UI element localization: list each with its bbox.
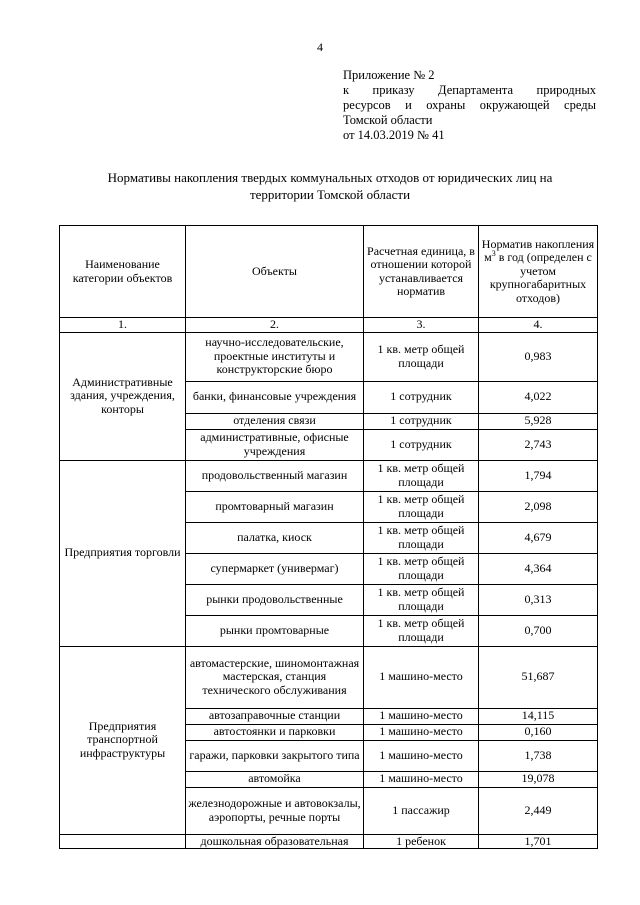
unit-cell: 1 машино-место — [364, 724, 479, 740]
unit-cell: 1 кв. метр общей площади — [364, 553, 479, 584]
column-number: 4. — [479, 318, 598, 333]
unit-cell: 1 ребенок — [364, 834, 479, 849]
object-cell: рынки промтоварные — [186, 615, 364, 646]
object-cell: супермаркет (универмаг) — [186, 553, 364, 584]
unit-cell: 1 сотрудник — [364, 413, 479, 429]
unit-cell: 1 кв. метр общей площади — [364, 615, 479, 646]
table-row — [60, 332, 598, 381]
object-cell: продовольственный магазин — [186, 460, 364, 491]
header-norm-superscript: 3 — [491, 249, 496, 259]
category-cell: Предприятия торговли — [60, 460, 186, 646]
object-cell: отделения связи — [186, 413, 364, 429]
column-numbers-row — [60, 318, 598, 333]
table-row — [60, 834, 598, 849]
appendix-line-3: ресурсов и охраны окружающей среды — [343, 98, 596, 112]
value-cell: 0,160 — [479, 724, 598, 740]
value-cell: 19,078 — [479, 771, 598, 787]
value-cell: 2,449 — [479, 787, 598, 834]
object-cell: автостоянки и парковки — [186, 724, 364, 740]
unit-cell: 1 пассажир — [364, 787, 479, 834]
table-row — [60, 460, 598, 491]
appendix-line-1: Приложение № 2 — [343, 68, 435, 82]
appendix-line-4: Томской области — [343, 113, 433, 127]
header-norm-text-end: в год (определен с учетом крупногабаритных отходов) — [489, 250, 592, 305]
object-cell: автомастерские, шиномонтажная мастерская, станция технического обслуживания — [186, 646, 364, 708]
object-cell: промтоварный магазин — [186, 491, 364, 522]
title-line-2: территории Томской области — [249, 187, 411, 202]
value-cell: 0,983 — [479, 332, 598, 381]
column-number: 2. — [186, 318, 364, 333]
value-cell: 4,679 — [479, 522, 598, 553]
object-cell: рынки продовольственные — [186, 584, 364, 615]
column-number: 3. — [364, 318, 479, 333]
value-cell: 5,928 — [479, 413, 598, 429]
unit-cell: 1 машино-место — [364, 771, 479, 787]
header-norm-text: Норматив накопления м — [481, 236, 595, 265]
appendix-line-5: от 14.03.2019 № 41 — [343, 128, 445, 142]
column-number: 1. — [60, 318, 186, 333]
category-cell: Предприятия транспортной инфраструктуры — [60, 646, 186, 834]
value-cell: 1,701 — [479, 834, 598, 849]
header-category: Наименование категории объектов — [60, 226, 186, 318]
value-cell: 1,794 — [479, 460, 598, 491]
object-cell: банки, финансовые учреждения — [186, 381, 364, 413]
object-cell: гаражи, парковки закрытого типа — [186, 740, 364, 771]
object-cell: палатка, киоск — [186, 522, 364, 553]
unit-cell: 1 машино-место — [364, 646, 479, 708]
header-objects: Объекты — [186, 226, 364, 318]
document-title — [70, 169, 590, 203]
unit-cell: 1 кв. метр общей площади — [364, 460, 479, 491]
unit-cell: 1 кв. метр общей площади — [364, 522, 479, 553]
value-cell: 14,115 — [479, 708, 598, 724]
object-cell: дошкольная образовательная — [186, 834, 364, 849]
object-cell: научно-исследовательские, проектные институты и конструкторские бюро — [186, 332, 364, 381]
value-cell: 51,687 — [479, 646, 598, 708]
value-cell: 0,700 — [479, 615, 598, 646]
header-unit: Расчетная единица, в отношении которой устанавливается норматив — [364, 226, 479, 318]
value-cell: 1,738 — [479, 740, 598, 771]
unit-cell: 1 кв. метр общей площади — [364, 584, 479, 615]
appendix-line-2: к приказу Департамента природных — [343, 83, 596, 97]
value-cell: 0,313 — [479, 584, 598, 615]
object-cell: железнодорожные и автовокзалы, аэропорты, речные порты — [186, 787, 364, 834]
unit-cell: 1 кв. метр общей площади — [364, 332, 479, 381]
value-cell: 4,022 — [479, 381, 598, 413]
norms-table — [59, 225, 598, 849]
object-cell: административные, офисные учреждения — [186, 429, 364, 460]
object-cell: автозаправочные станции — [186, 708, 364, 724]
unit-cell: 1 сотрудник — [364, 381, 479, 413]
category-cell — [60, 834, 186, 849]
object-cell: автомойка — [186, 771, 364, 787]
unit-cell: 1 сотрудник — [364, 429, 479, 460]
unit-cell: 1 кв. метр общей площади — [364, 491, 479, 522]
table-row — [60, 646, 598, 708]
value-cell: 2,098 — [479, 491, 598, 522]
title-line-1: Нормативы накопления твердых коммунальных отходов от юридических лиц на — [107, 170, 553, 185]
page-number: 4 — [317, 40, 323, 54]
table-header-row — [60, 226, 598, 318]
value-cell: 2,743 — [479, 429, 598, 460]
value-cell: 4,364 — [479, 553, 598, 584]
appendix-header — [343, 68, 596, 143]
unit-cell: 1 машино-место — [364, 708, 479, 724]
category-cell: Административные здания, учреждения, конторы — [60, 332, 186, 460]
header-norm — [479, 226, 598, 318]
unit-cell: 1 машино-место — [364, 740, 479, 771]
